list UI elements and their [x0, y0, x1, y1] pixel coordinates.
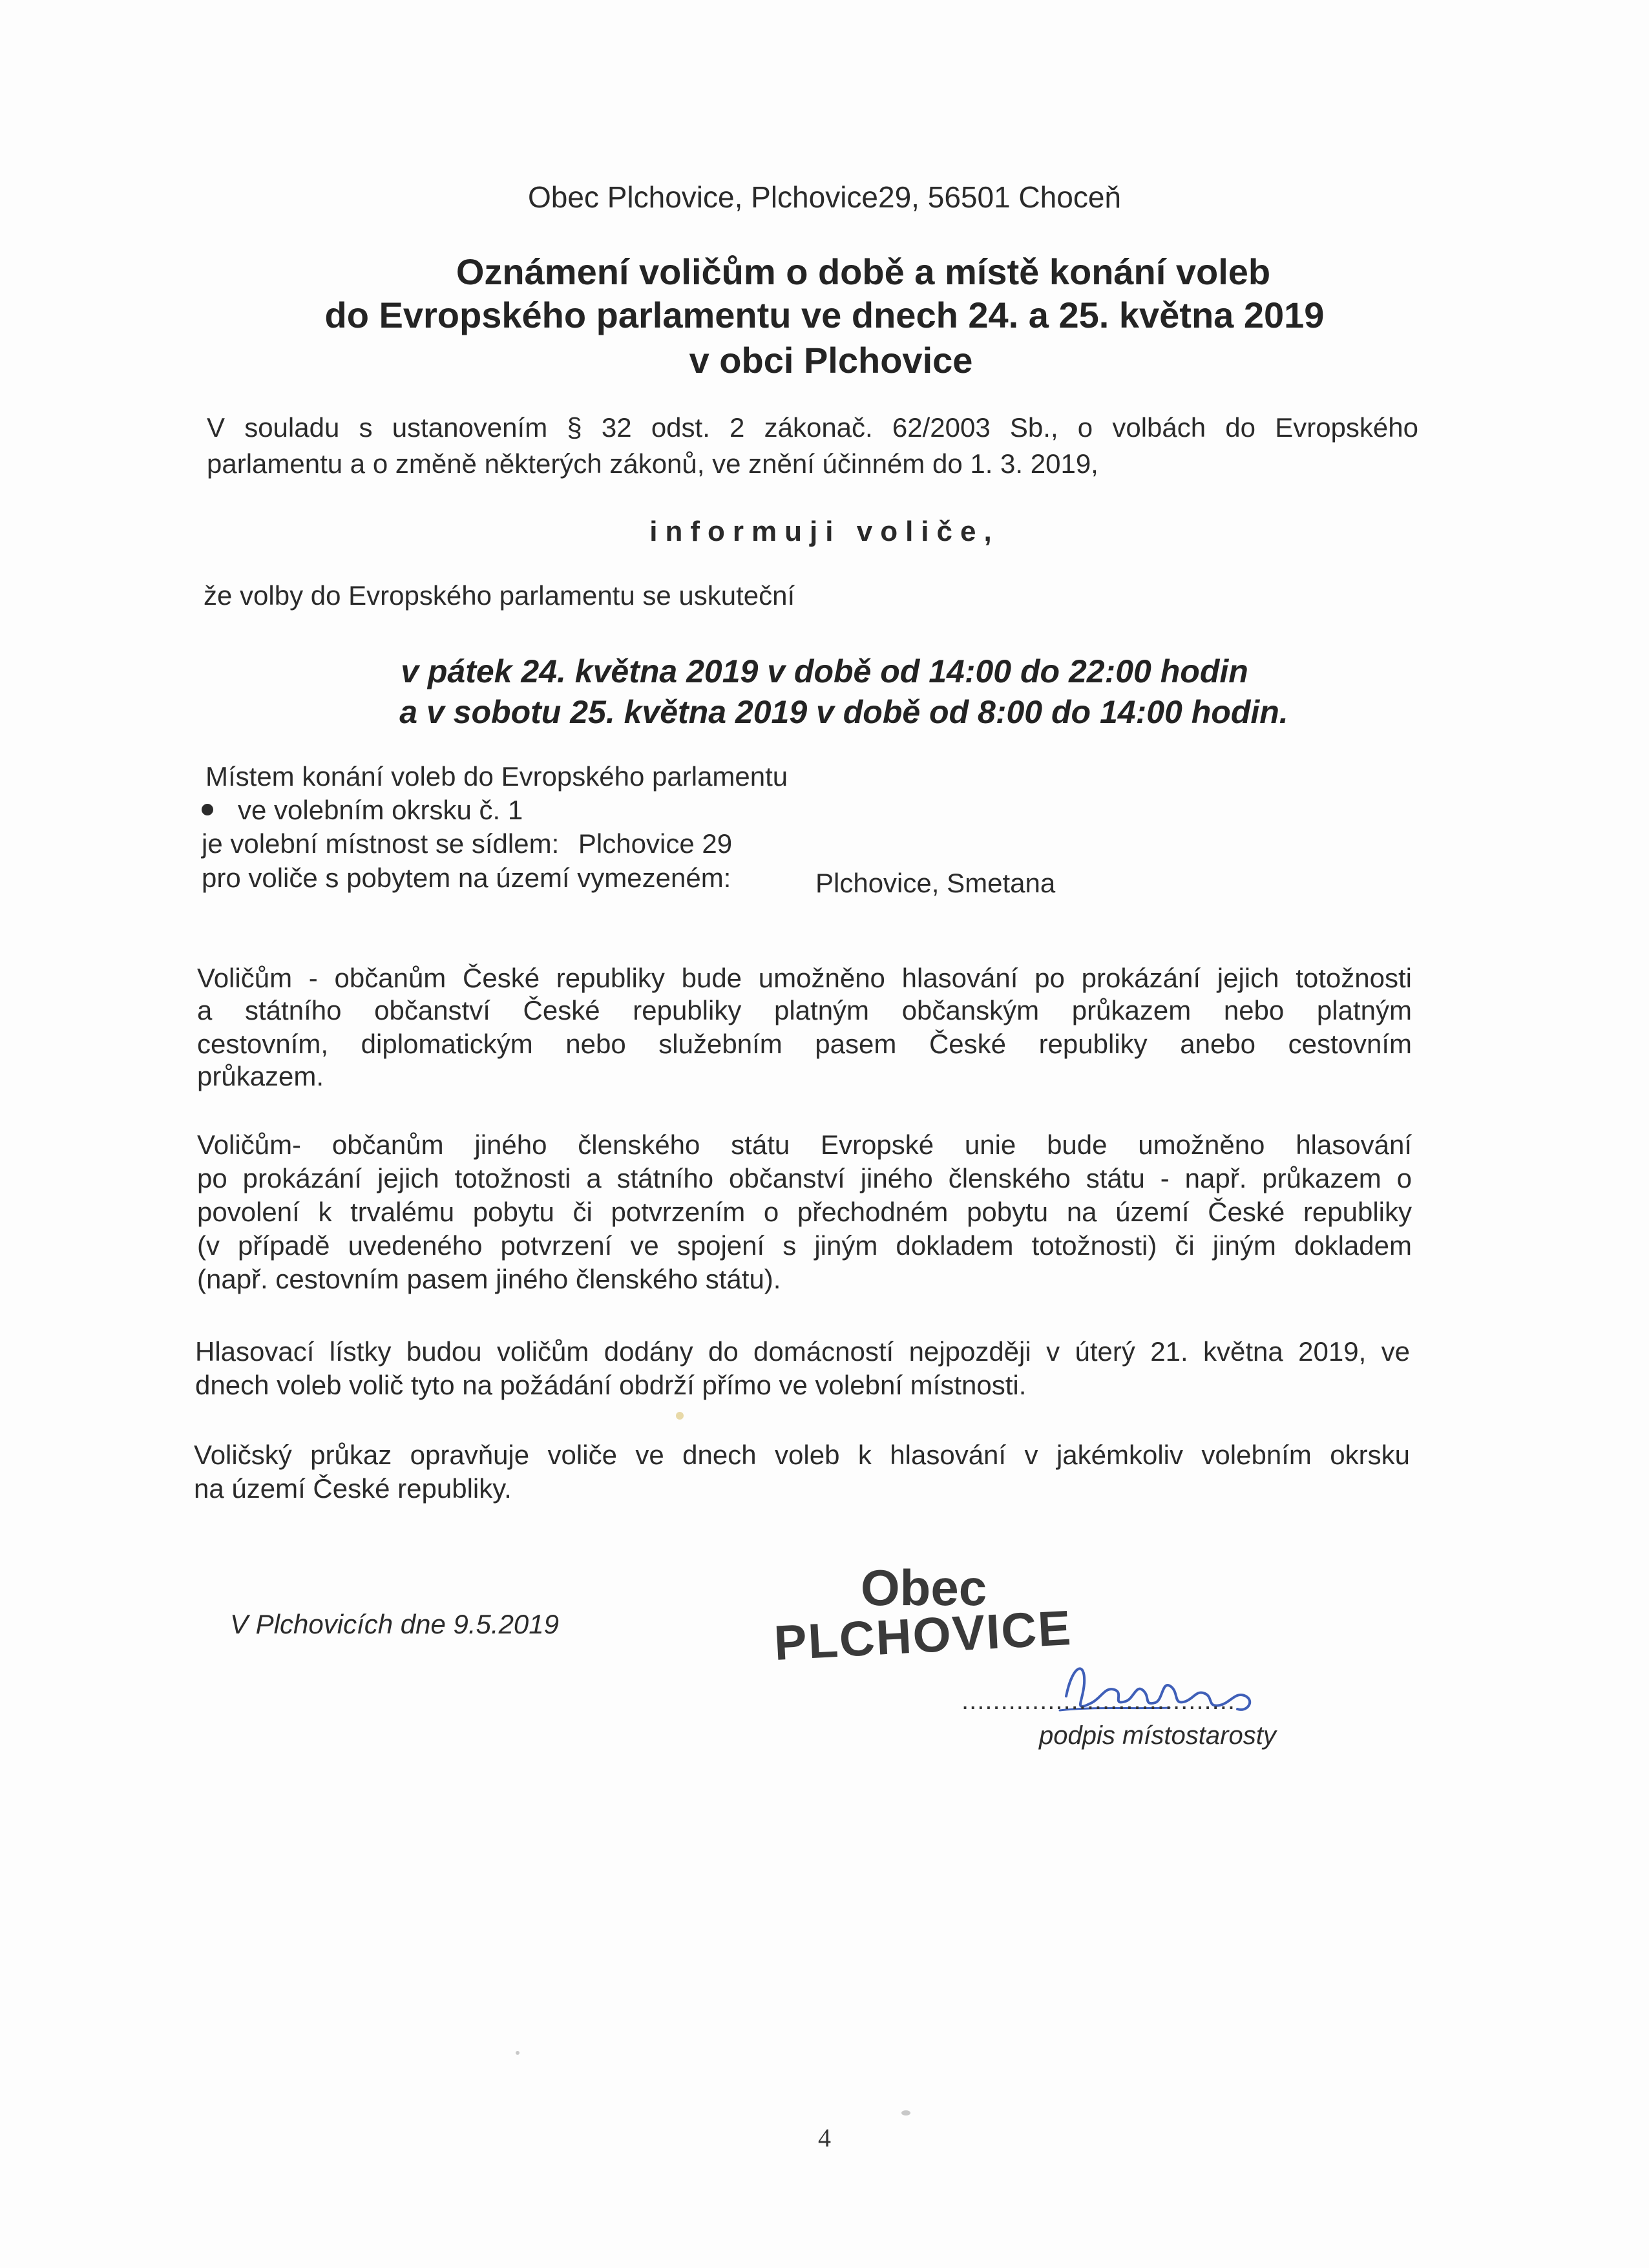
- stamp-line-1: Obec: [861, 1559, 987, 1616]
- czech-citizens-line-1: Voličům - občanům České republiky bude umožněno hlasování po prokázání jejich totožnosti: [197, 963, 1412, 993]
- eu-citizens-line-1: Voličům- občanům jiného členského státu Evropské unie bude umožněno hlasování: [197, 1129, 1412, 1160]
- signature-label: podpis místostarosty: [1039, 1721, 1276, 1750]
- eu-citizens-line-4: (v případě uvedeného potvrzení ve spojení s jiným dokladem totožnosti) či jiným dokladem: [197, 1230, 1412, 1261]
- czech-citizens-line-4: průkazem.: [197, 1061, 324, 1091]
- eu-citizens-line-3: povolení k trvalému pobytu či potvrzením o přechodném pobytu na území České republiky: [197, 1197, 1412, 1227]
- czech-citizens-line-2: a státního občanství České republiky platným občanským průkazem nebo platným: [197, 995, 1412, 1025]
- room-label: je volební místnost se sídlem:: [202, 828, 560, 859]
- voter-card-line-1: Voličský průkaz opravňuje voliče ve dnech voleb k hlasování v jakémkoliv volebním okrsku: [194, 1440, 1410, 1470]
- bullet-icon: [202, 804, 213, 815]
- election-date-friday: v pátek 24. května 2019 v době od 14:00 do 22:00 hodin: [401, 653, 1248, 689]
- czech-citizens-line-3: cestovním, diplomatickým nebo služebním pasem České republiky anebo cestovním: [197, 1029, 1412, 1059]
- signature-line: ...................................: [961, 1686, 1235, 1715]
- election-intro: že volby do Evropského parlamentu se uskuteční: [204, 580, 795, 611]
- election-date-saturday: a v sobotu 25. května 2019 v době od 8:00 do 14:00 hodin.: [399, 694, 1288, 730]
- area-value: Plchovice, Smetana: [815, 868, 1056, 898]
- page-number: 4: [818, 2123, 831, 2152]
- ballots-line-1: Hlasovací lístky budou voličům dodány do domácností nejpozději v úterý 21. května 2019, ve: [195, 1336, 1410, 1367]
- area-label: pro voliče s pobytem na území vymezeném:: [202, 863, 731, 893]
- title-line-3: v obci Plchovice: [689, 340, 973, 381]
- legal-basis-line-1: V souladu s ustanovením § 32 odst. 2 zákonač. 62/2003 Sb., o volbách do Evropského: [207, 412, 1418, 443]
- place-and-date: V Plchovicích dne 9.5.2019: [230, 1609, 560, 1639]
- scan-speck: [516, 2051, 520, 2055]
- voter-card-line-2: na území České republiky.: [194, 1473, 512, 1504]
- ballots-line-2: dnech voleb volič tyto na požádání obdrží přímo ve volební místnosti.: [195, 1370, 1027, 1400]
- title-line-2: do Evropského parlamentu ve dnech 24. a 25. května 2019: [324, 295, 1325, 335]
- location-intro: Místem konání voleb do Evropského parlamentu: [205, 761, 788, 792]
- eu-citizens-line-2: po prokázání jejich totožnosti a státního občanství jiného členského státu - např. průkazem o: [197, 1163, 1412, 1193]
- district-text: ve volebním okrsku č. 1: [238, 795, 523, 825]
- legal-basis-line-2: parlamentu a o změně některých zákonů, ve znění účinném do 1. 3. 2019,: [207, 448, 1098, 479]
- room-value: Plchovice 29: [578, 828, 733, 859]
- scan-speck: [901, 2110, 910, 2116]
- municipality-header: Obec Plchovice, Plchovice29, 56501 Choceň: [527, 180, 1121, 214]
- room-row: [202, 828, 732, 859]
- inform-voters: informuji voliče,: [649, 516, 1000, 547]
- location-bullet: [202, 795, 523, 826]
- title-line-1: Oznámení voličům o době a místě konání voleb: [456, 251, 1271, 292]
- eu-citizens-line-5: (např. cestovním pasem jiného členského státu).: [197, 1264, 781, 1294]
- stamp-line-2: PLCHOVICE: [772, 1600, 1073, 1671]
- scan-speck: [676, 1412, 684, 1420]
